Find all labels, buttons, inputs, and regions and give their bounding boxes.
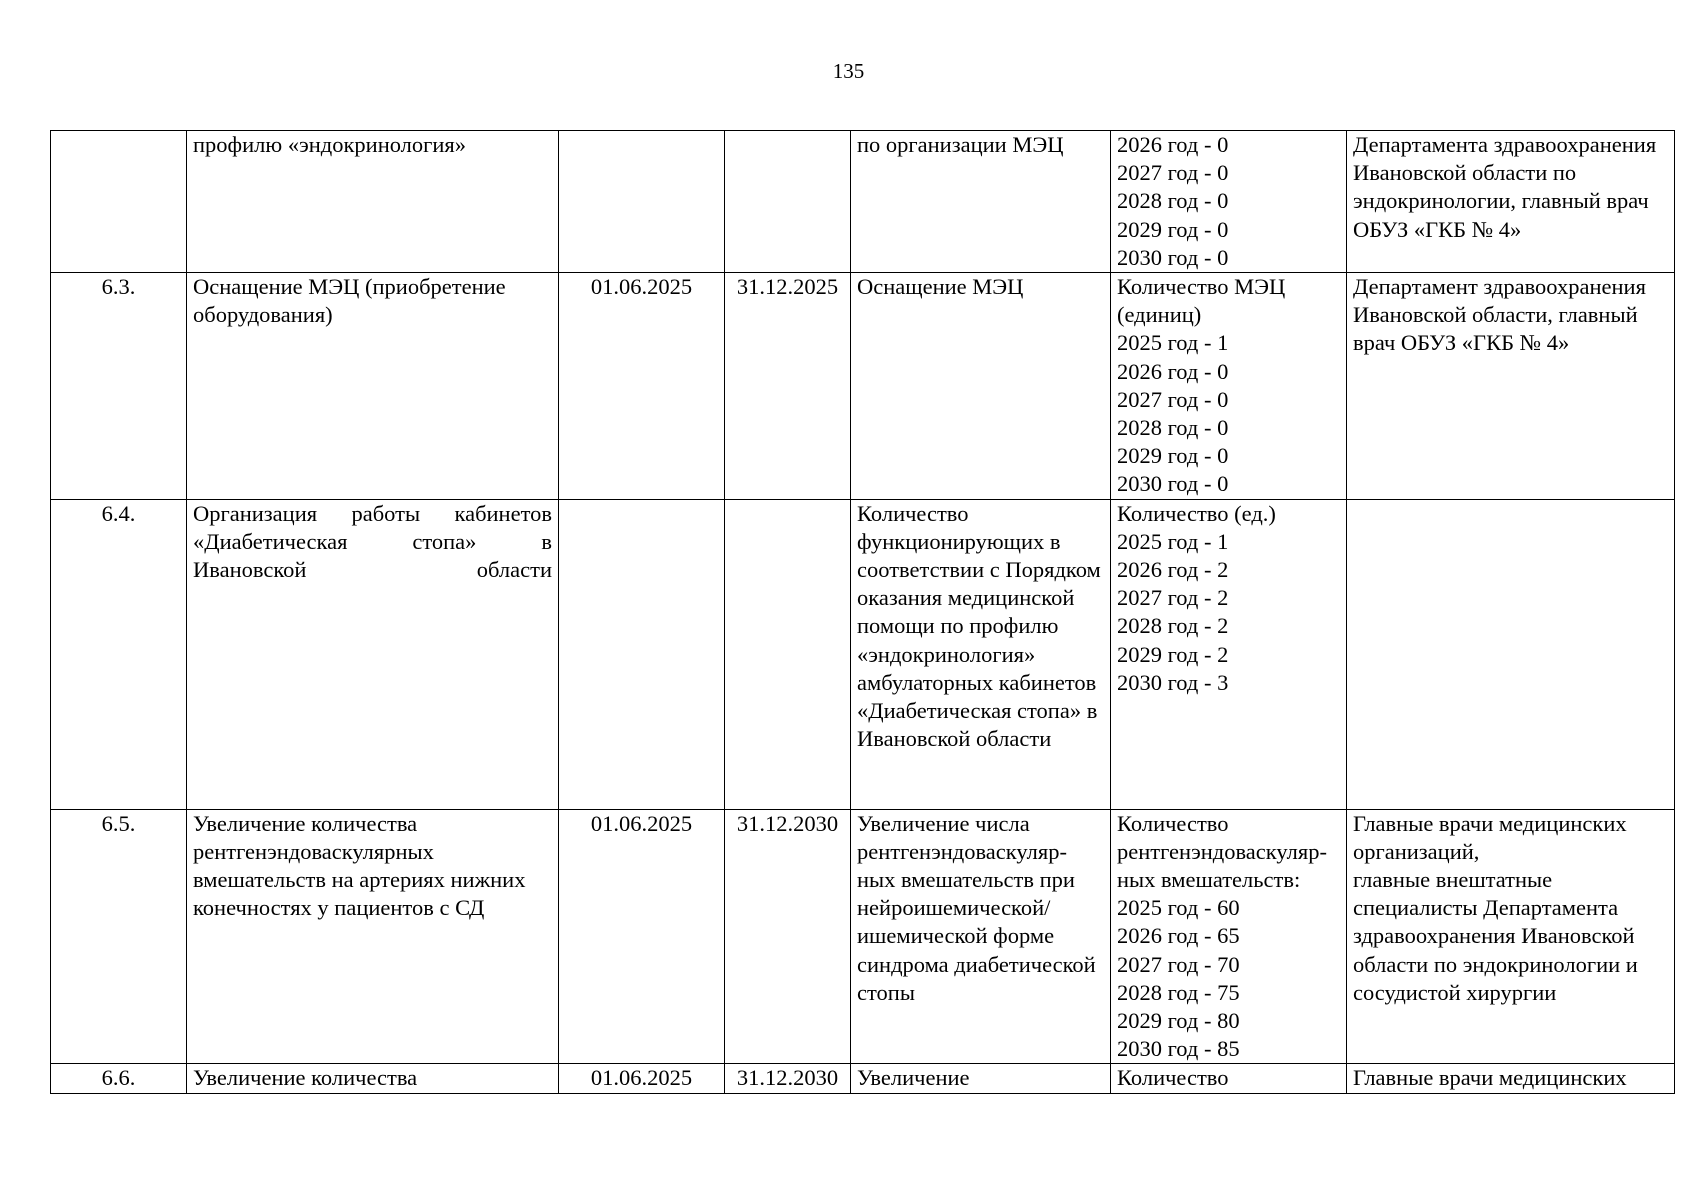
responsible-cell — [1347, 499, 1675, 809]
start-date-cell: 01.06.2025 — [559, 809, 725, 1064]
row-number — [51, 131, 187, 273]
result-cell: Увеличение — [851, 1064, 1111, 1093]
responsible-cell: Департамента здравоохранения Ивановской области по эндокринологии, главный врач ОБУЗ «ГКБ № 4» — [1347, 131, 1675, 273]
responsible-cell: Главные врачи медицинских организаций, главные внештатные специалисты Департамента здравоохранения Ивановской области по эндокринологии и сосудистой хирургии — [1347, 809, 1675, 1064]
result-cell: Количество функционирующих в соответствии с Порядком оказания медицинской помощи по профилю «эндокринология» амбулаторных кабинетов «Диабетическая стопа» в Ивановской области — [851, 499, 1111, 809]
table-row — [51, 131, 1675, 273]
page-number: 135 — [832, 59, 865, 83]
end-date-cell — [725, 499, 851, 809]
end-date-cell: 31.12.2025 — [725, 273, 851, 500]
table-row — [51, 1064, 1675, 1093]
start-date-cell — [559, 499, 725, 809]
indicator-cell: Количество (ед.) 2025 год - 1 2026 год - 2 2027 год - 2 2028 год - 2 2029 год - 2 2030 год - 3 — [1111, 499, 1347, 809]
measures-table — [50, 130, 1675, 1094]
measure-cell: Организация работы кабинетов «Диабетическая стопа» в Ивановской области — [187, 499, 559, 809]
start-date-cell: 01.06.2025 — [559, 1064, 725, 1093]
table-row — [51, 273, 1675, 500]
row-number: 6.5. — [51, 809, 187, 1064]
end-date-cell — [725, 131, 851, 273]
end-date-cell: 31.12.2030 — [725, 1064, 851, 1093]
measure-cell: профилю «эндокринология» — [187, 131, 559, 273]
start-date-cell: 01.06.2025 — [559, 273, 725, 500]
measure-cell: Увеличение количества рентгенэндоваскулярных вмешательств на артериях нижних конечностях у пациентов с СД — [187, 809, 559, 1064]
indicator-cell: Количество МЭЦ (единиц) 2025 год - 1 2026 год - 0 2027 год - 0 2028 год - 0 2029 год - 0 2030 год - 0 — [1111, 273, 1347, 500]
end-date-cell: 31.12.2030 — [725, 809, 851, 1064]
start-date-cell — [559, 131, 725, 273]
indicator-cell: 2026 год - 0 2027 год - 0 2028 год - 0 2029 год - 0 2030 год - 0 — [1111, 131, 1347, 273]
measure-cell: Оснащение МЭЦ (приобретение оборудования) — [187, 273, 559, 500]
row-number: 6.6. — [51, 1064, 187, 1093]
indicator-cell: Количество — [1111, 1064, 1347, 1093]
result-cell: Увеличение числа рентгенэндоваскуляр-ных вмешательств при нейроишемической/ ишемической форме синдрома диабетической стопы — [851, 809, 1111, 1064]
responsible-cell: Главные врачи медицинских — [1347, 1064, 1675, 1093]
indicator-cell: Количество рентгенэндоваскуляр-ных вмешательств: 2025 год - 60 2026 год - 65 2027 год - 70 2028 год - 75 2029 год - 80 2030 год - 85 — [1111, 809, 1347, 1064]
row-number: 6.4. — [51, 499, 187, 809]
result-cell: Оснащение МЭЦ — [851, 273, 1111, 500]
row-number: 6.3. — [51, 273, 187, 500]
result-cell: по организации МЭЦ — [851, 131, 1111, 273]
responsible-cell: Департамент здравоохранения Ивановской области, главный врач ОБУЗ «ГКБ № 4» — [1347, 273, 1675, 500]
table-row — [51, 499, 1675, 809]
table-row — [51, 809, 1675, 1064]
measure-cell: Увеличение количества — [187, 1064, 559, 1093]
